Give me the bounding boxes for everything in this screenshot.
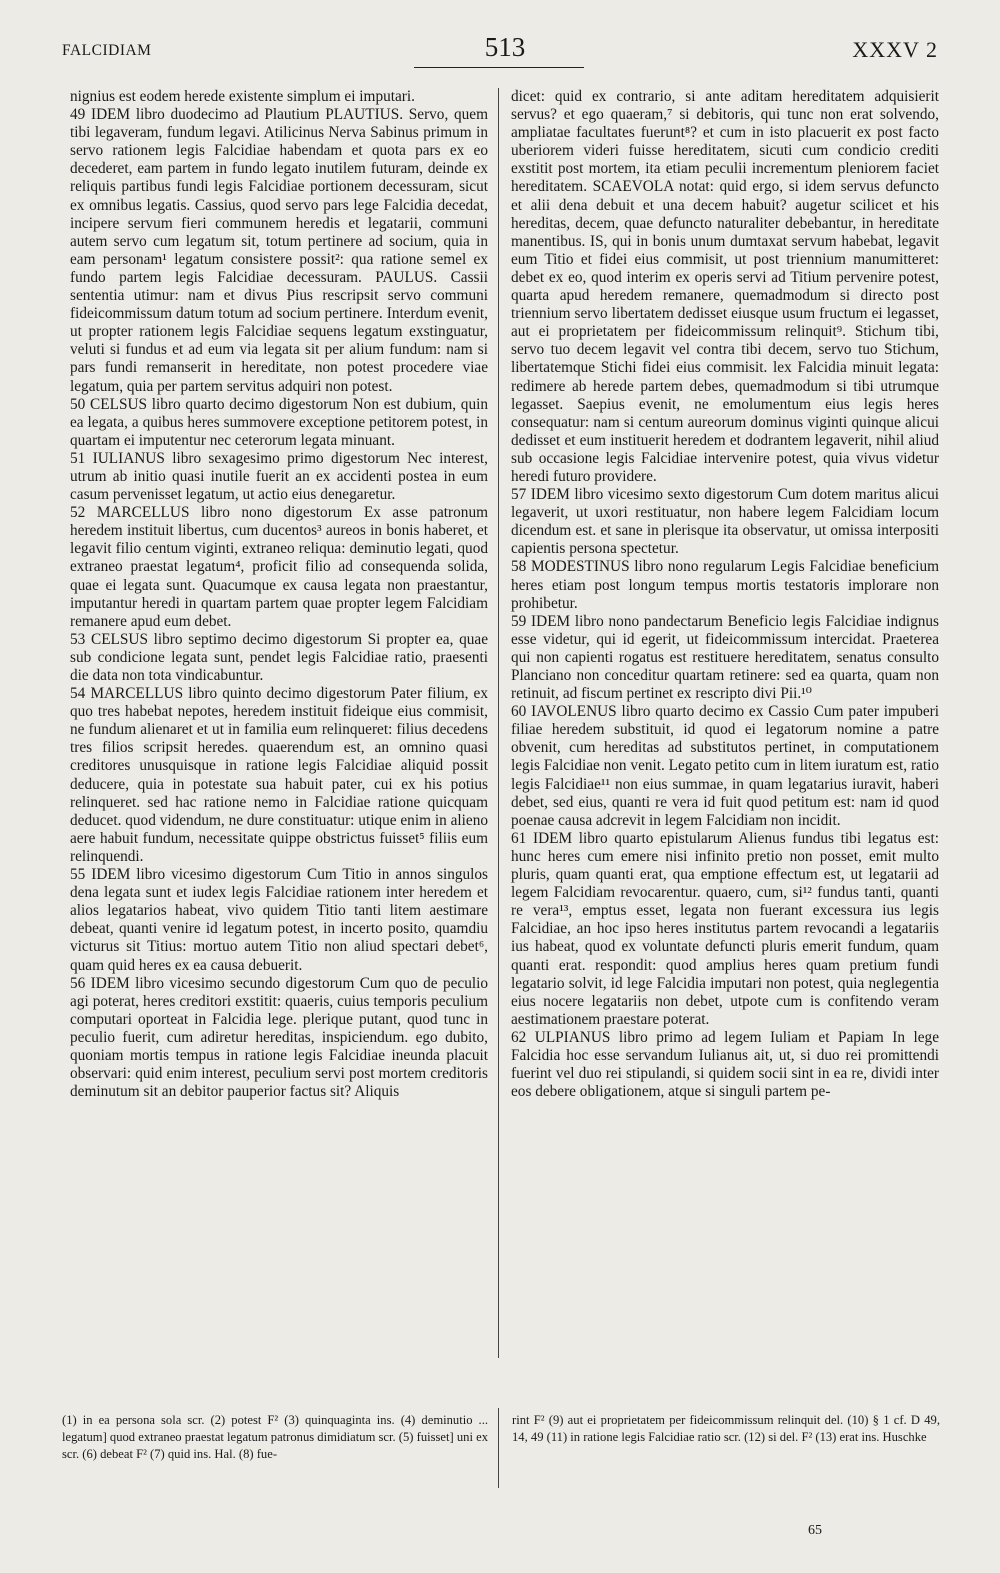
- paragraph: dicet: quid ex contrario, si ante aditam hereditatem adquisierit servus? et ego quaeram,⁷ si debitoris, qui tunc non erat solvendo, ampliatae facultates fuerunt⁸? et cum in isto placuerit ex post facto uberiorem videri fuisse hereditatem, sicuti cum condicio crediti exstitit post mortem, ita etiam peculii incrementum pleniorem faciet hereditatem. SCAEVOLA notat: quid ergo, si idem servus defuncto et alii dena debuit et una decem habuit? augetur scilicet et his hereditas, decem, quae defuncto naturaliter debebantur, in hereditate manentibus. IS, qui in bonis unum dumtaxat servum habebat, legavit eum Titio et fidei eius commisit, ut post triennium manumitteret: debet ex eo, quod interim ex operis servi ad Titium pervenire potest, quarta apud heredem remanere, quemadmodum si directo post triennium servo libertatem dedisset eiusque usum fructum ei legasset, aut ei proprietatem per fideicommissum relinquit⁹. Stichum tibi, servo tuo decem legavit vel contra tibi decem, servo tuo Stichum, libertatemque Stichi fidei eius commisit. lex Falcidia minuit legata: redimere ab herede partem debes, quemadmodum si tibi utrumque legasset. Saepius evenit, ne emolumentum eius legis heres consequatur: nam si centum aureorum dominus viginti quinque alicui dedisset et eum instituerit heredem et dodrantem legaverit, nihil aliud sub occasione legis Falcidiae intervenire potest, quia vivus videtur heredi futuro providere.: [511, 88, 939, 485]
- paragraph: 58 MODESTINUS libro nono regularum Legis Falcidiae beneficium heres etiam post longum tempus mortis testatoris implorare non prohibetur.: [511, 558, 939, 612]
- footnote-divider: [498, 1408, 499, 1488]
- page-number: 513: [484, 32, 526, 62]
- paragraph: 52 MARCELLUS libro nono digestorum Ex asse patronum heredem instituit libertus, cum ducentos³ aureos in bonis haberet, et legavit filio centum viginti, extraneo reliqua: deminutio legati, quod extraneo praestat legatum⁴, proficit filio ad consequenda solida, quae ei legata sunt. Quacumque ex causa legata non praestantur, imputantur heredi in quartam partem quae propter legem Falcidiam remanere apud eum debet.: [70, 504, 488, 630]
- running-title: FALCIDIAM: [62, 42, 152, 59]
- paragraph: 56 IDEM libro vicesimo secundo digestorum Cum quo de peculio agi poterat, heres creditori exstitit: quaeris, cuius temporis peculium computari oporteat in Falcidia lege. plerique putant, quod tunc in peculio fuerit, cum adiretur hereditas, inspiciendum. ego dubito, quoniam mortis tempus in ratione legis Falcidiae ineunda placuit observari: quid enim interest, peculium servi post mortem creditoris deminutum sit an debitor pauperior factus sit? Aliquis: [70, 974, 488, 1101]
- left-column: [70, 88, 488, 1101]
- paragraph: 53 CELSUS libro septimo decimo digestorum Si propter ea, quae sub condicione legata sunt, pendet legis Falcidiae ratio, praesenti die data non tota vindicabuntur.: [70, 630, 488, 684]
- paragraph: 60 IAVOLENUS libro quarto decimo ex Cassio Cum pater impuberi filiae heredem substituit, id quod ei legatorum nomine a patre obvenit, cum hereditas ad substitutos pertinet, in computationem legis Falcidiae non venit. Legato petito cum in litem iuratum est, ratio legis Falcidiae¹¹ non eius summae, in quam legatarius iuravit, haberi debet, sed eius, quanti re vera id fuit quod petitum est: nam id quod poenae causa adcrevit in legem Falcidiam non incidit.: [511, 703, 939, 829]
- paragraph: 50 CELSUS libro quarto decimo digestorum Non est dubium, quin ea legata, a quibus heres summovere exceptione petitorem potest, in quartam ei imputentur nec ceterorum legata minuant.: [70, 395, 488, 449]
- paragraph: 61 IDEM libro quarto epistularum Alienus fundus tibi legatus est: hunc heres cum emere nisi infinito pretio non posset, emit multo pluris, quam quanti erat, qua emptione effectum est, ut legatarii ad legem Falcidiam revocarentur. quaero, cum, si¹² fundus tanti, quanti re vera¹³, emptus esset, legata non fuerant excessura ius legis Falcidiae, an hoc ipso heres institutus partem revocandi a legatariis ius habeat, quod ex voluntate defuncti pluris emerit fundum, quam quanti erat. respondit: quod amplius heres quam pretium fundi legatario solvit, id lege Falcidia imputari non potest, quia neglegentia eius nocere legatariis non debet, utpote cum is confitendo veram aestimationem praestare poterat.: [511, 829, 939, 1028]
- paragraph: 62 ULPIANUS libro primo ad legem Iuliam et Papiam In lege Falcidia hoc esse servandum Iulianus ait, ut, si duo rei promittendi fuerint vel duo rei stipulandi, si quidem socii sint in ea re, dividi inter eos debere obligationem, atque si singuli partem pe-: [511, 1028, 939, 1101]
- column-divider: [498, 88, 499, 1358]
- paragraph: nignius est eodem herede existente simplum ei imputari.: [70, 88, 415, 105]
- footnotes-left: (1) in ea persona sola scr. (2) potest F² (3) quinquaginta ins. (4) deminutio ... legatum] quod extraneo praestat legatum patronus dimidiatum scr. (5) fuisset] uni ex scr. (6) debeat F² (7) quid ins. Hal. (8) fue-: [62, 1413, 488, 1461]
- folio-signature: 65: [808, 1523, 822, 1538]
- paragraph: 55 IDEM libro vicesimo digestorum Cum Titio in annos singulos dena legata sunt et iudex legis Falcidiae rationem inter heredem et alios legatarios habeat, vivo quidem Titio tanti litem aestimare debeat, quanti venire id legatum potest, in incerto posito, quamdiu victurus sit Titius: mortuo autem Titio non aliud spectari debet⁶, quam quid heres ex ea causa debuerit.: [70, 866, 488, 974]
- right-column: [511, 88, 939, 1101]
- paragraph: 51 IULIANUS libro sexagesimo primo digestorum Nec interest, utrum ab initio quasi inutile fuerit an ex accidenti postea in eum casum pervenisset legatum, ut actio eius denegaretur.: [70, 449, 488, 504]
- header-rule: [414, 67, 584, 68]
- paragraph: 49 IDEM libro duodecimo ad Plautium PLAUTIUS. Servo, quem tibi legaveram, fundum legavi. Atilicinus Nerva Sabinus primum in servo rationem legis Falcidiae habendam et quota pars ex eo decederet, eam partem in fundo legato inutilem futuram, deinde ex reliquis partibus fundi legis Falcidiae portionem decessuram, sicut ex omnibus legatis. Cassius, quod servo pars lege Falcidia decedat, incipere servum fieri communem heredis et legatarii, communi autem servo cum legatum sit, totum pertinere ad socium, quia in eam personam¹ legatum consistere possit²: qua ratione semel ex fundo partem legis Falcidiae decessuram. PAULUS. Cassii sententia utimur: nam et divus Pius rescripsit servo communi fideicommissum datum totum ad socium pertinere. Interdum evenit, ut propter rationem legis Falcidiae sequens legatum exstinguatur, veluti si fundus et ad eum via legata sit per alium fundum: nam si pars fundi remanserit in hereditate, non potest procedere viae legatum, quia per partem servitus adquiri non potest.: [70, 106, 488, 395]
- book-title: XXXV 2: [852, 37, 938, 62]
- paragraph: 57 IDEM libro vicesimo sexto digestorum Cum dotem maritus alicui legaverit, ut uxori restituatur, non habere legem Falcidiam locum dicendum est. et sane in plerisque ita observatur, ut omissa interpositi capientis persona spectetur.: [511, 486, 939, 558]
- footnotes-right: rint F² (9) aut ei proprietatem per fideicommissum relinquit del. (10) § 1 cf. D 49, 14, 49 (11) in ratione legis Falcidiae ratio scr. (12) si del. F² (13) erat ins. Huschke: [512, 1413, 940, 1444]
- paragraph: 54 MARCELLUS libro quinto decimo digestorum Pater filium, ex quo tres habebat nepotes, heredem instituit fideique eius commisit, ne fundum alienaret et ut in familia eum relinqueret: filius decedens tres filios scripsit heredes. quaerendum est, an omnino quasi creditores unusquisque in ratione legis Falcidiae aliquid possit deducere, quia in potestate sua habuit pater, cui ex his potius relinqueret. sed hac ratione nemo in Falcidiae ratione quicquam deducet. quod videndum, ne dure constituatur: utique enim in alieno aere habuit fundum, necessitate quippe obstrictus fuisset⁵ filiis eum relinquendi.: [70, 685, 488, 865]
- paragraph: 59 IDEM libro nono pandectarum Beneficio legis Falcidiae indignus esse videtur, qui id egerit, ut fideicommissum intercidat. Praeterea qui non capienti rogatus est restituere hereditatem, senatus consulto Planciano non conceditur quartam retinere: sed ea quarta, quam non retinuit, ad fiscum pertinet ex rescripto divi Pii.¹⁰: [511, 612, 939, 703]
